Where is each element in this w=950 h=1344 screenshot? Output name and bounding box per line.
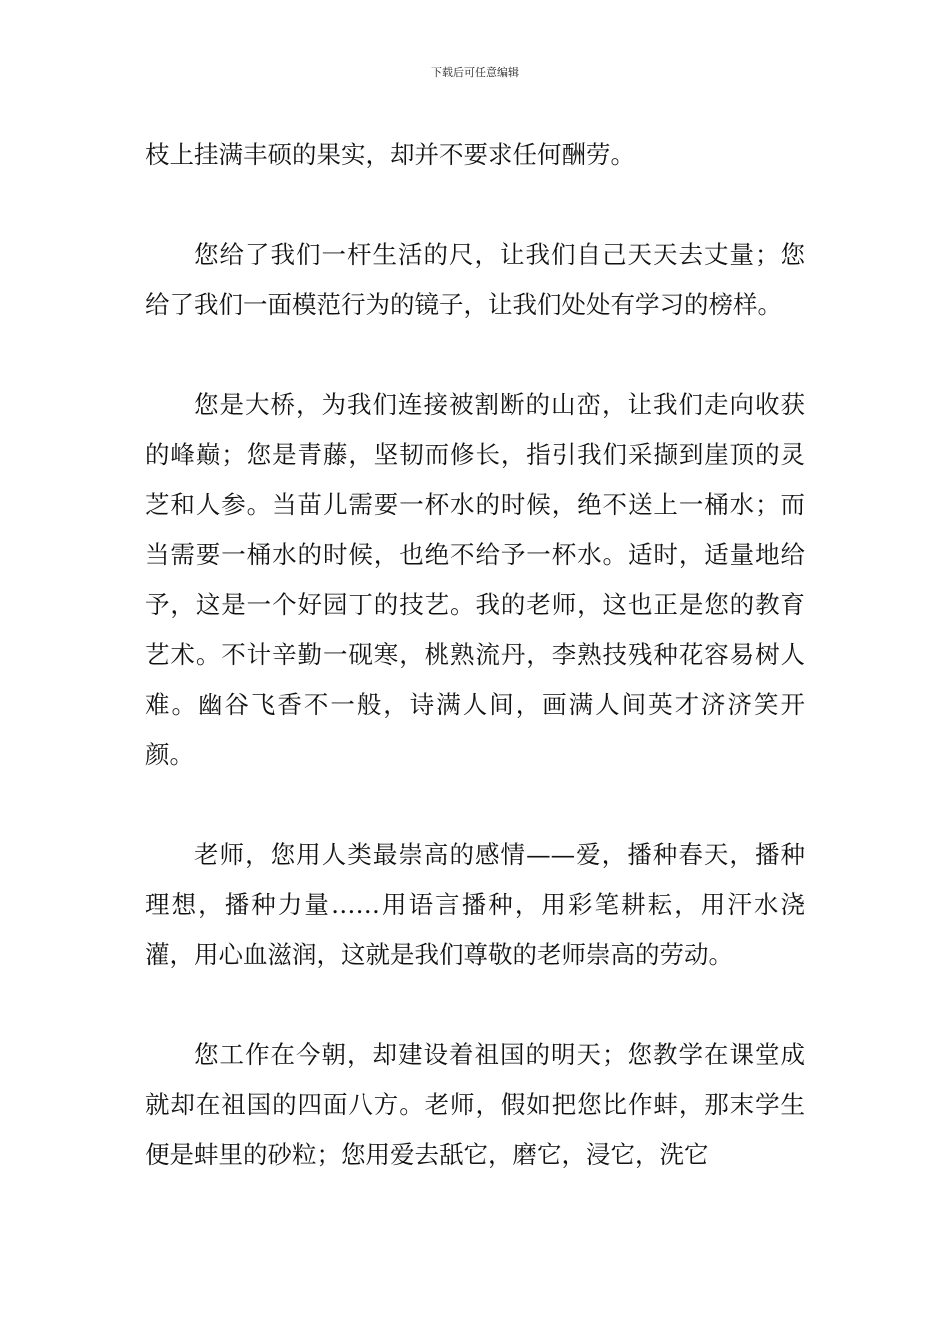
paragraph-1: 枝上挂满丰硕的果实，却并不要求任何酬劳。 xyxy=(145,140,635,169)
paragraph-gap xyxy=(145,780,805,830)
document-body xyxy=(145,130,805,1180)
paragraph-5: 您工作在今朝，却建设着祖国的明天；您教学在课堂成就却在祖国的四面八方。老师，假如把您比作蚌，那末学生便是蚌里的砂粒；您用爱去舐它，磨它，浸它，洗它 xyxy=(145,1040,805,1169)
page-header: 下载后可任意编辑 xyxy=(431,66,519,79)
paragraph-gap xyxy=(145,330,805,380)
paragraph-gap xyxy=(145,180,805,230)
paragraph-4: 老师，您用人类最崇高的感情——爱，播种春天，播种理想，播种力量……用语言播种，用彩笔耕耘，用汗水浇灌，用心血滋润，这就是我们尊敬的老师崇高的劳动。 xyxy=(145,840,805,969)
paragraph-gap xyxy=(145,980,805,1030)
paragraph-3: 您是大桥，为我们连接被割断的山峦，让我们走向收获的峰巅；您是青藤，坚韧而修长，指引我们采撷到崖顶的灵芝和人参。当苗儿需要一杯水的时候，绝不送上一桶水；而当需要一桶水的时候，也绝不给予一杯水。适时，适量地给予，这是一个好园丁的技艺。我的老师，这也正是您的教育艺术。不计辛勤一砚寒，桃熟流丹，李熟技残种花容易树人难。幽谷飞香不一般，诗满人间，画满人间英才济济笑开颜。 xyxy=(145,390,805,769)
paragraph-2: 您给了我们一杆生活的尺，让我们自己天天去丈量；您给了我们一面模范行为的镜子，让我们处处有学习的榜样。 xyxy=(145,240,805,319)
